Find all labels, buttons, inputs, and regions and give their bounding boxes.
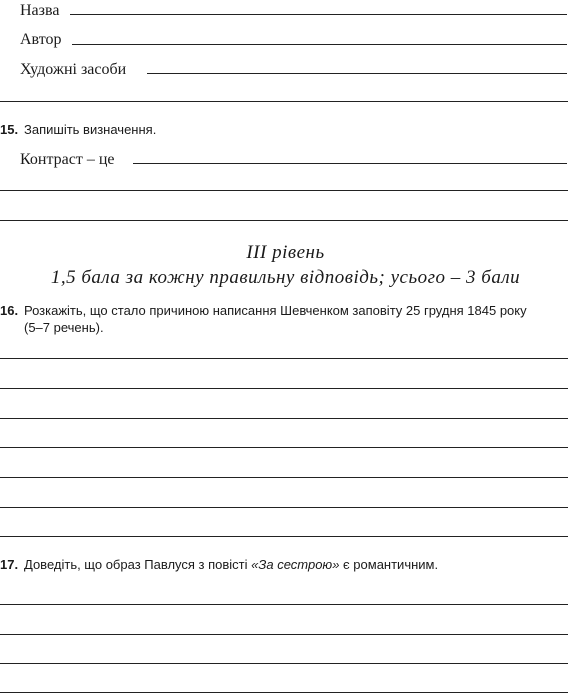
task-17-answer-line-3[interactable] (0, 663, 568, 664)
task-16-answer-line-3[interactable] (0, 418, 568, 419)
task-17-answer-line-4[interactable] (0, 692, 568, 693)
task-16-answer-line-5[interactable] (0, 477, 568, 478)
means-label: Художні засоби (20, 61, 127, 78)
task-16-answer-line-1[interactable] (0, 358, 568, 359)
task-16-number: 16. (0, 303, 19, 318)
task-17-text-after: є романтичним. (339, 557, 439, 572)
task-15-text: Запишіть визначення. (24, 122, 157, 137)
task-16-text-line2: (5–7 речень). (24, 320, 104, 335)
level-title: III рівень (246, 242, 325, 263)
level-scoring: 1,5 бала за кожну правильну відповідь; усього – 3 бали (50, 267, 521, 288)
task-16-answer-line-7[interactable] (0, 536, 568, 537)
task-16-text-line1: Розкажіть, що стало причиною написання Шевченком заповіту 25 грудня 1845 року (24, 303, 527, 318)
task-17 (0, 556, 571, 573)
task-16 (0, 302, 571, 336)
contrast-label: Контраст – це (20, 151, 115, 168)
task-17-text-before: Доведіть, що образ Павлуся з повісті (24, 557, 252, 572)
task-16-answer-line-4[interactable] (0, 447, 568, 448)
means-answer-line[interactable] (147, 73, 567, 74)
name-answer-line[interactable] (70, 14, 567, 15)
contrast-answer-line[interactable] (133, 163, 567, 164)
task-16-answer-line-6[interactable] (0, 507, 568, 508)
task-17-answer-line-2[interactable] (0, 634, 568, 635)
task-17-answer-line-1[interactable] (0, 604, 568, 605)
author-label: Автор (20, 31, 62, 48)
task-17-number: 17. (0, 557, 19, 572)
task-16-answer-line-2[interactable] (0, 388, 568, 389)
task-15-number: 15. (0, 122, 19, 137)
task-15 (0, 121, 156, 138)
name-label: Назва (20, 2, 60, 19)
author-answer-line[interactable] (72, 44, 567, 45)
task-17-work-title: «За сестрою» (251, 557, 340, 572)
means-answer-line-2[interactable] (0, 101, 568, 102)
contrast-answer-line-3[interactable] (0, 220, 568, 221)
contrast-answer-line-2[interactable] (0, 190, 568, 191)
